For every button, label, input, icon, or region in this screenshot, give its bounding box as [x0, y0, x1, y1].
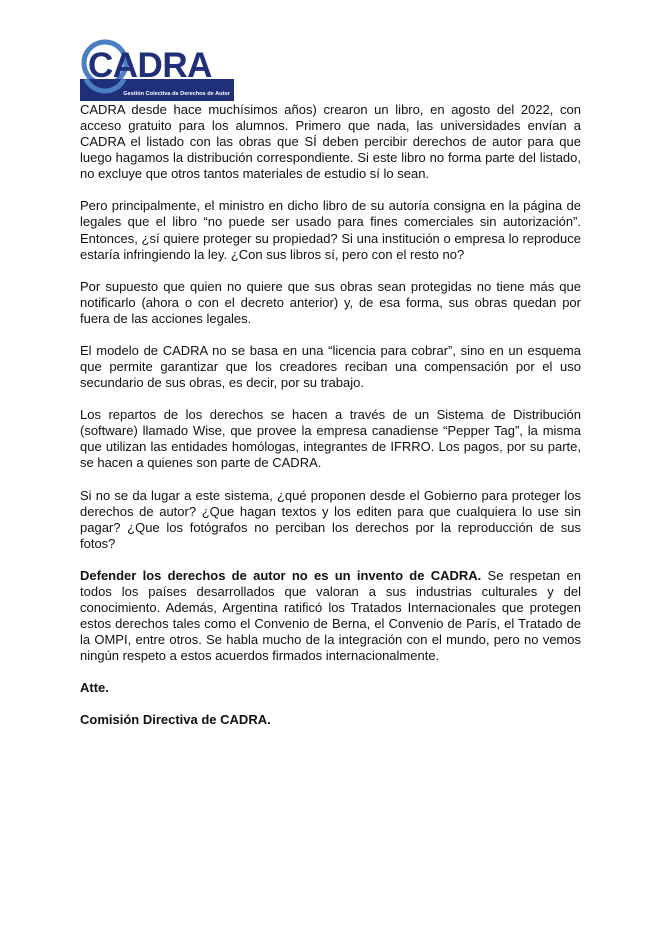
- paragraph-international-treaties: [80, 568, 581, 664]
- treaties-bold-lead: Defender los derechos de autor no es un invento de CADRA.: [80, 567, 482, 583]
- letter-body: [80, 102, 581, 745]
- paragraph-distribution-system: Los repartos de los derechos se hacen a través de un Sistema de Distribución (software) llamado Wise, que provee la empresa canadiense “Pepper Tag”, la misma que utilizan las entidades homólogas, integrantes de IFRRO. Los pagos, por su parte, se hacen a quienes son parte de CADRA.: [80, 407, 581, 471]
- paragraph-minister-book: Pero principalmente, el ministro en dicho libro de su autoría consigna en la página de legales que el libro “no puede ser usado para fines comerciales sin autorización”. Entonces, ¿sí quiere proteger su propiedad? Si una institución o empresa lo reproduce estaría infringiendo la ley. ¿Con sus libros sí, pero con el resto no?: [80, 198, 581, 262]
- signature-signer: Comisión Directiva de CADRA.: [80, 712, 271, 728]
- paragraph-cadra-model: El modelo de CADRA no se basa en una “licencia para cobrar”, sino en un esquema que permite garantizar que los creadores reciban una compensación por el uso secundario de sus obras, es decir, por su trabajo.: [80, 342, 581, 391]
- paragraph-cadra-book: CADRA desde hace muchísimos años) crearon un libro, en agosto del 2022, con acceso gratuito para los alumnos. Primero que nada, las universidades envían a CADRA el listado con las obras que SÍ deben percibir derechos de autor para que luego hagamos la distribución correspondiente. Si este libro no forma parte del listado, no excluye que otros tantos materiales de estudio sí lo sean.: [80, 102, 581, 182]
- cadra-logo-graphic: [80, 38, 236, 102]
- cadra-logo: [80, 38, 236, 102]
- treaties-text: Se respetan en todos los países desarrollados que valoran a sus industrias culturales y del conocimiento. Además, Argentina ratificó los Tratados Internacionales que protegen estos derechos tales como el Convenio de Berna, el Convenio de París, el Tratado de la OMPI, entre otros. Se habla mucho de la integración con el mundo, pero no vemos ningún respeto a estos acuerdos firmados internacionalmente.: [80, 567, 581, 664]
- paragraph-government-questions: Si no se da lugar a este sistema, ¿qué proponen desde el Gobierno para proteger los derechos de autor? ¿Que hagan textos y los editen para que cualquiera lo use sin pagar? ¿Que los fotógrafos no perciban los derechos por la reproducción de sus fotos?: [80, 487, 581, 551]
- logo-wordmark: CADRA: [88, 46, 212, 85]
- logo-tagline: Gestión Colectiva de Derechos de Autor: [123, 91, 230, 97]
- paragraph-opt-out: Por supuesto que quien no quiere que sus obras sean protegidas no tiene más que notificarlo (ahora o con el decreto anterior) y, de esa forma, sus obras quedan por fuera de las acciones legales.: [80, 278, 581, 326]
- signature-closing: Atte.: [80, 680, 109, 696]
